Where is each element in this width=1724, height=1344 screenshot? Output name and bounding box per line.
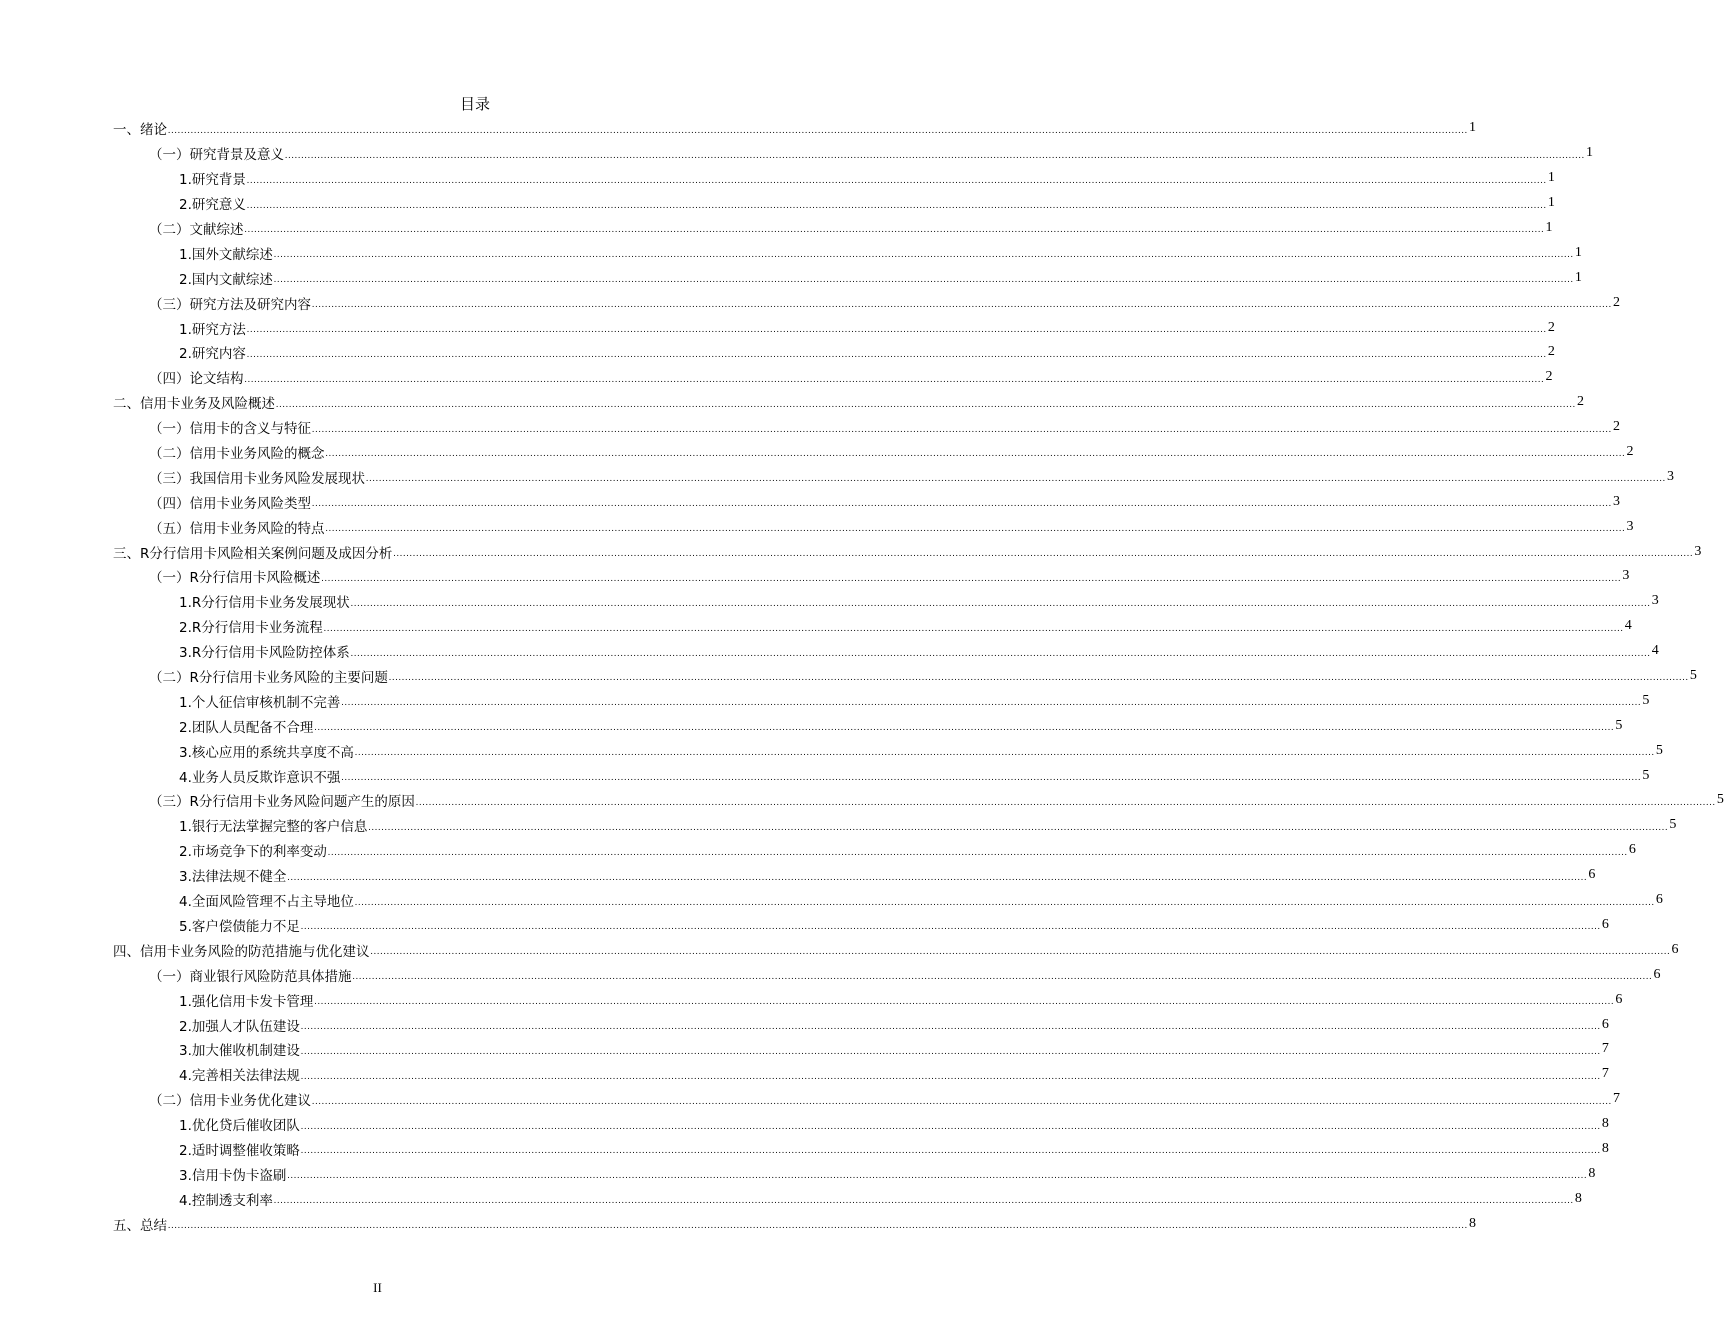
toc-entry[interactable]	[113, 589, 1659, 614]
toc-entry-page: 1	[1547, 195, 1555, 211]
toc-entry-page: 2	[1613, 419, 1620, 435]
toc-dot-leader: ................................................................................................................................................................................................................................................................................................................................................................................................................	[246, 324, 1547, 335]
toc-entry[interactable]	[113, 1037, 1609, 1062]
toc-entry-title: （二）信用卡业务优化建议	[149, 1093, 311, 1110]
toc-dot-leader: ................................................................................................................................................................................................................................................................................................................................................................................................................	[325, 448, 1626, 459]
toc-entry-page: 5	[1642, 692, 1650, 708]
toc-entry-page: 2	[1626, 444, 1634, 460]
toc-entry[interactable]	[113, 1087, 1620, 1112]
toc-dot-leader: ................................................................................................................................................................................................................................................................................................................................................................................................................	[285, 149, 1585, 160]
toc-entry-page: 2	[1577, 394, 1584, 410]
toc-entry-page: 5	[1689, 668, 1697, 684]
toc-entry[interactable]	[113, 763, 1650, 788]
toc-entry[interactable]	[113, 1112, 1609, 1137]
toc-entry-title: 2.R分行信用卡业务流程	[179, 620, 323, 637]
toc-dot-leader: ................................................................................................................................................................................................................................................................................................................................................................................................................	[300, 1145, 1601, 1156]
toc-dot-leader: ................................................................................................................................................................................................................................................................................................................................................................................................................	[312, 1095, 1612, 1106]
toc-entry[interactable]	[113, 489, 1620, 514]
toc-dot-leader: ................................................................................................................................................................................................................................................................................................................................................................................................................	[314, 722, 1615, 733]
toc-entry-title: 4.业务人员反欺诈意识不强	[179, 769, 341, 786]
toc-entry-page: 3	[1613, 493, 1620, 509]
toc-dot-leader: ................................................................................................................................................................................................................................................................................................................................................................................................................	[393, 548, 1694, 559]
toc-entry-title: 4.完善相关法律法规	[179, 1068, 300, 1085]
toc-entry-page: 5	[1655, 742, 1663, 758]
toc-entry-page: 8	[1601, 1116, 1609, 1132]
toc-dot-leader: ................................................................................................................................................................................................................................................................................................................................................................................................................	[276, 398, 1576, 409]
toc-entry-page: 1	[1547, 170, 1555, 186]
toc-dot-leader: ................................................................................................................................................................................................................................................................................................................................................................................................................	[314, 996, 1615, 1007]
toc-entry-page: 4	[1651, 643, 1659, 659]
toc-entry[interactable]	[113, 265, 1582, 290]
toc-dot-leader: ................................................................................................................................................................................................................................................................................................................................................................................................................	[300, 1120, 1601, 1131]
toc-entry[interactable]	[113, 838, 1636, 863]
toc-entry-page: 2	[1545, 369, 1553, 385]
toc-entry-title: （一）商业银行风险防范具体措施	[149, 968, 352, 985]
toc-entry-page: 8	[1601, 1140, 1609, 1156]
toc-entry-title: 1.个人征信审核机制不完善	[179, 694, 341, 711]
toc-entry-page: 5	[1615, 717, 1623, 733]
toc-entry-page: 5	[1642, 767, 1650, 783]
toc-entry-title: 3.加大催收机制建设	[179, 1043, 300, 1060]
toc-entry-page: 3	[1622, 568, 1630, 584]
toc-entry[interactable]	[113, 1186, 1582, 1211]
toc-entry-page: 3	[1626, 518, 1634, 534]
toc-dot-leader: ................................................................................................................................................................................................................................................................................................................................................................................................................	[273, 274, 1574, 285]
toc-entry[interactable]	[113, 937, 1679, 962]
toc-dot-leader: ................................................................................................................................................................................................................................................................................................................................................................................................................	[366, 473, 1666, 484]
toc-dot-leader: ................................................................................................................................................................................................................................................................................................................................................................................................................	[341, 697, 1642, 708]
toc-entry-page: 6	[1588, 867, 1596, 883]
toc-entry-title: 四、信用卡业务风险的防范措施与优化建议	[113, 943, 370, 960]
toc-entry-page: 6	[1653, 966, 1661, 982]
toc-entry-page: 8	[1574, 1190, 1582, 1206]
toc-entry[interactable]	[113, 141, 1593, 166]
toc-entry[interactable]	[113, 863, 1596, 888]
toc-dot-leader: ................................................................................................................................................................................................................................................................................................................................................................................................................	[246, 348, 1547, 359]
toc-dot-leader: ................................................................................................................................................................................................................................................................................................................................................................................................................	[246, 199, 1547, 210]
toc-dot-leader: ................................................................................................................................................................................................................................................................................................................................................................................................................	[244, 224, 1545, 235]
toc-dot-leader: ................................................................................................................................................................................................................................................................................................................................................................................................................	[341, 772, 1642, 783]
toc-entry[interactable]	[113, 913, 1609, 938]
page-number-footer: II	[373, 1280, 382, 1295]
toc-entry-page: 5	[1716, 792, 1724, 808]
toc-entry-title: 2.加强人才队伍建设	[179, 1018, 300, 1035]
toc-entry[interactable]	[113, 688, 1650, 713]
toc-entry-title: （二）信用卡业务风险的概念	[149, 446, 325, 463]
toc-entry-title: 二、信用卡业务及风险概述	[113, 396, 275, 413]
toc-dot-leader: ................................................................................................................................................................................................................................................................................................................................................................................................................	[246, 174, 1547, 185]
toc-entry-title: 2.国内文献综述	[179, 271, 273, 288]
toc-entry[interactable]	[113, 664, 1697, 689]
toc-entry[interactable]	[113, 216, 1553, 241]
toc-entry[interactable]	[113, 738, 1663, 763]
toc-entry-title: 5.客户偿债能力不足	[179, 918, 300, 935]
toc-dot-leader: ................................................................................................................................................................................................................................................................................................................................................................................................................	[168, 1220, 1468, 1231]
toc-entry-page: 6	[1655, 892, 1663, 908]
toc-entry-title: （三）R分行信用卡业务风险问题产生的原因	[149, 794, 415, 811]
toc-dot-leader: ................................................................................................................................................................................................................................................................................................................................................................................................................	[352, 971, 1653, 982]
toc-entry-page: 2	[1547, 319, 1555, 335]
toc-entry-title: 2.研究意义	[179, 197, 246, 214]
toc-entry[interactable]	[113, 290, 1620, 315]
toc-dot-leader: ................................................................................................................................................................................................................................................................................................................................................................................................................	[327, 846, 1628, 857]
toc-entry[interactable]	[113, 240, 1582, 265]
toc-entry-page: 1	[1574, 269, 1582, 285]
toc-entry-title: 3.法律法规不健全	[179, 869, 287, 886]
toc-entry[interactable]	[113, 888, 1663, 913]
toc-dot-leader: ................................................................................................................................................................................................................................................................................................................................................................................................................	[312, 423, 1612, 434]
toc-entry[interactable]	[113, 514, 1634, 539]
toc-dot-leader: ................................................................................................................................................................................................................................................................................................................................................................................................................	[325, 523, 1626, 534]
toc-entry-title: （二）R分行信用卡业务风险的主要问题	[149, 670, 388, 687]
toc-entry-title: 2.市场竞争下的利率变动	[179, 844, 327, 861]
toc-dot-leader: ................................................................................................................................................................................................................................................................................................................................................................................................................	[370, 946, 1671, 957]
toc-entry-title: 1.国外文献综述	[179, 246, 273, 263]
toc-entry[interactable]	[113, 962, 1661, 987]
toc-entry-page: 7	[1601, 1066, 1609, 1082]
toc-entry-page: 2	[1613, 294, 1620, 310]
toc-entry-page: 4	[1624, 618, 1632, 634]
toc-title: 目录	[459, 95, 490, 113]
toc-entry-title: 1.R分行信用卡业务发展现状	[179, 595, 350, 612]
toc-dot-leader: ................................................................................................................................................................................................................................................................................................................................................................................................................	[287, 1170, 1588, 1181]
toc-entry-title: （四）论文结构	[149, 371, 244, 388]
toc-entry-page: 1	[1574, 244, 1582, 260]
toc-dot-leader: ................................................................................................................................................................................................................................................................................................................................................................................................................	[168, 124, 1468, 135]
toc-entry[interactable]	[113, 116, 1476, 141]
toc-entry[interactable]	[113, 464, 1674, 489]
toc-entry[interactable]	[113, 315, 1555, 340]
toc-entry[interactable]	[113, 365, 1553, 390]
toc-entry-page: 1	[1469, 120, 1476, 136]
toc-entry-page: 6	[1628, 842, 1636, 858]
toc-entry-title: （五）信用卡业务风险的特点	[149, 520, 325, 537]
toc-entry-title: 1.强化信用卡发卡管理	[179, 993, 314, 1010]
toc-entry[interactable]	[113, 813, 1677, 838]
toc-entry-page: 1	[1586, 145, 1593, 161]
toc-dot-leader: ................................................................................................................................................................................................................................................................................................................................................................................................................	[323, 622, 1624, 633]
toc-entry-title: 3.信用卡伪卡盗刷	[179, 1167, 287, 1184]
toc-entry-title: 2.团队人员配备不合理	[179, 719, 314, 736]
toc-entry-page: 7	[1601, 1041, 1609, 1057]
toc-dot-leader: ................................................................................................................................................................................................................................................................................................................................................................................................................	[300, 1020, 1601, 1031]
toc-dot-leader: ................................................................................................................................................................................................................................................................................................................................................................................................................	[300, 1045, 1601, 1056]
toc-entry-title: （二）文献综述	[149, 222, 244, 238]
toc-entry[interactable]	[113, 1137, 1609, 1162]
toc-entry[interactable]	[113, 340, 1555, 365]
toc-entry[interactable]	[113, 415, 1620, 440]
toc-entry-title: 一、绪论	[113, 122, 167, 139]
toc-dot-leader: ................................................................................................................................................................................................................................................................................................................................................................................................................	[388, 672, 1689, 683]
toc-dot-leader: ................................................................................................................................................................................................................................................................................................................................................................................................................	[321, 572, 1622, 583]
toc-entry-title: 4.控制透支利率	[179, 1192, 273, 1209]
toc-entry[interactable]	[113, 166, 1555, 191]
toc-dot-leader: ................................................................................................................................................................................................................................................................................................................................................................................................................	[312, 498, 1612, 509]
toc-entry-page: 2	[1547, 344, 1555, 360]
toc-dot-leader: ................................................................................................................................................................................................................................................................................................................................................................................................................	[300, 1070, 1601, 1081]
toc-entry-page: 6	[1601, 1016, 1609, 1032]
toc-dot-leader: ................................................................................................................................................................................................................................................................................................................................................................................................................	[350, 597, 1651, 608]
toc-entry[interactable]	[113, 539, 1702, 564]
toc-entry[interactable]	[113, 788, 1724, 813]
toc-dot-leader: ................................................................................................................................................................................................................................................................................................................................................................................................................	[287, 871, 1588, 882]
toc-entry[interactable]	[113, 1211, 1476, 1236]
toc-entry-title: 三、R分行信用卡风险相关案例问题及成因分析	[113, 545, 393, 562]
toc-dot-leader: ................................................................................................................................................................................................................................................................................................................................................................................................................	[244, 373, 1545, 384]
toc-entry-title: 3.核心应用的系统共享度不高	[179, 744, 354, 761]
table-of-contents	[113, 116, 1724, 1236]
toc-entry-page: 3	[1651, 593, 1659, 609]
toc-entry-page: 6	[1615, 991, 1623, 1007]
toc-dot-leader: ................................................................................................................................................................................................................................................................................................................................................................................................................	[273, 1195, 1574, 1206]
toc-entry-title: 1.优化贷后催收团队	[179, 1118, 300, 1135]
toc-dot-leader: ................................................................................................................................................................................................................................................................................................................................................................................................................	[354, 896, 1655, 907]
toc-entry[interactable]	[113, 390, 1584, 415]
toc-entry-page: 3	[1694, 543, 1702, 559]
toc-entry-title: 2.适时调整催收策略	[179, 1142, 300, 1159]
toc-entry-title: 五、总结	[113, 1217, 167, 1234]
toc-dot-leader: ................................................................................................................................................................................................................................................................................................................................................................................................................	[415, 796, 1716, 807]
toc-entry[interactable]	[113, 987, 1623, 1012]
toc-entry-page: 7	[1613, 1091, 1620, 1107]
toc-entry-page: 5	[1669, 817, 1677, 833]
toc-entry-page: 8	[1469, 1215, 1476, 1231]
toc-entry-page: 8	[1588, 1165, 1596, 1181]
toc-entry[interactable]	[113, 639, 1659, 664]
toc-entry-page: 6	[1601, 916, 1609, 932]
toc-entry[interactable]	[113, 713, 1623, 738]
toc-dot-leader: ................................................................................................................................................................................................................................................................................................................................................................................................................	[312, 299, 1612, 310]
toc-entry[interactable]	[113, 1062, 1609, 1087]
toc-entry[interactable]	[113, 1161, 1596, 1186]
toc-entry-page: 3	[1667, 468, 1674, 484]
toc-entry-title: 1.研究方法	[179, 321, 246, 338]
toc-entry-title: （一）R分行信用卡风险概述	[149, 570, 321, 587]
toc-entry-page: 6	[1671, 941, 1679, 957]
toc-entry-title: （三）研究方法及研究内容	[149, 296, 311, 313]
toc-entry-title: （四）信用卡业务风险类型	[149, 495, 311, 512]
toc-entry[interactable]	[113, 191, 1555, 216]
toc-entry[interactable]	[113, 1012, 1609, 1037]
toc-dot-leader: ................................................................................................................................................................................................................................................................................................................................................................................................................	[354, 747, 1655, 758]
toc-entry-title: （三）我国信用卡业务风险发展现状	[149, 470, 365, 487]
toc-entry-title: 1.银行无法掌握完整的客户信息	[179, 819, 368, 836]
toc-entry-title: 1.研究背景	[179, 172, 246, 189]
toc-entry[interactable]	[113, 564, 1630, 589]
toc-dot-leader: ................................................................................................................................................................................................................................................................................................................................................................................................................	[273, 249, 1574, 260]
toc-entry-page: 1	[1545, 220, 1553, 235]
toc-entry-title: （一）信用卡的含义与特征	[149, 421, 311, 438]
toc-entry-title: 3.R分行信用卡风险防控体系	[179, 645, 350, 662]
toc-entry-title: （一）研究背景及意义	[149, 147, 284, 164]
toc-dot-leader: ................................................................................................................................................................................................................................................................................................................................................................................................................	[368, 821, 1669, 832]
toc-entry-title: 2.研究内容	[179, 346, 246, 363]
toc-entry-title: 4.全面风险管理不占主导地位	[179, 894, 354, 911]
toc-dot-leader: ................................................................................................................................................................................................................................................................................................................................................................................................................	[350, 647, 1651, 658]
toc-dot-leader: ................................................................................................................................................................................................................................................................................................................................................................................................................	[300, 921, 1601, 932]
toc-entry[interactable]	[113, 614, 1632, 639]
toc-entry[interactable]	[113, 440, 1634, 465]
